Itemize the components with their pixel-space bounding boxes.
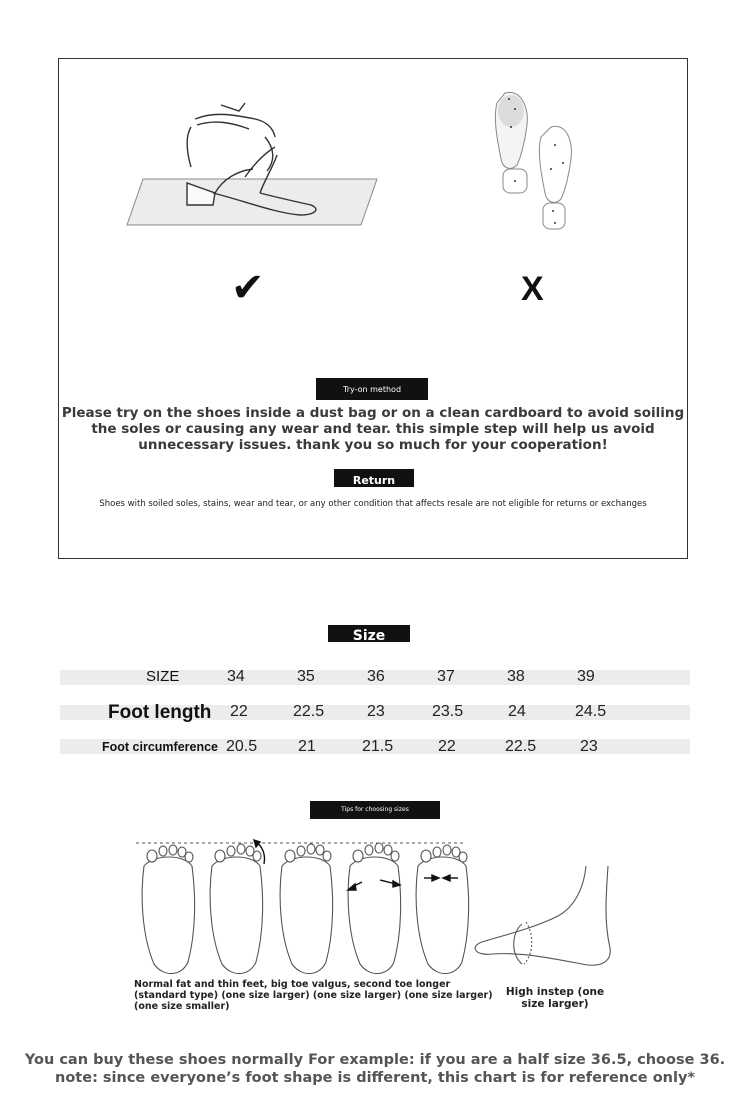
table-cell: 21.5 — [362, 738, 394, 755]
table-cell: 24 — [508, 703, 526, 720]
table-cell: 35 — [297, 668, 315, 685]
table-cell: 24.5 — [575, 703, 607, 720]
high-instep-caption: High instep (one size larger) — [505, 986, 605, 1010]
table-cell: 36 — [367, 668, 385, 685]
table-cell: 23 — [580, 738, 598, 755]
table-cell: 23.5 — [432, 703, 464, 720]
table-cell: 22 — [438, 738, 456, 755]
table-cell: 39 — [577, 668, 595, 685]
row-label-foot-circumference: Foot circumference — [102, 740, 219, 754]
feet-types-caption: Normal fat and thin feet, big toe valgus, second toe longer (standard type) (one size larger) (one size larger) (one size larger) (one size smaller) — [134, 979, 493, 1012]
size-advice-line-1: You can buy these shoes normally For example: if you are a half size 36.5, choose 36. — [24, 1052, 726, 1068]
table-cell: 37 — [437, 668, 455, 685]
table-cell: 22.5 — [505, 738, 537, 755]
table-cell: 34 — [227, 668, 245, 685]
tryon-instructions: Please try on the shoes inside a dust bag or on a clean cardboard to avoid soiling the soles or causing any wear and tear. this simple step will help us avoid unnecessary issues. thank you so much for your cooperation! — [61, 405, 685, 453]
table-cell: 22.5 — [293, 703, 325, 720]
wrong-cross-icon: X — [521, 270, 544, 308]
size-advice-note — [0, 1051, 750, 1087]
tryon-method-tag: Try-on method — [316, 378, 428, 400]
table-cell: 20.5 — [226, 738, 258, 755]
foot-types-illustration — [130, 836, 620, 981]
row-label-size: SIZE — [146, 668, 180, 685]
footprints-illustration — [487, 87, 587, 237]
table-cell: 23 — [367, 703, 385, 720]
size-advice-line-2: note: since everyone’s foot shape is different, this chart is for reference only* — [55, 1070, 695, 1086]
table-cell: 21 — [298, 738, 316, 755]
sandal-on-mat-illustration — [125, 97, 381, 227]
table-cell: 22 — [230, 703, 248, 720]
tips-tag: Tips for choosing sizes — [310, 801, 440, 819]
correct-check-icon: ✔ — [231, 265, 265, 311]
table-cell: 38 — [507, 668, 525, 685]
return-tag: Return — [334, 469, 414, 487]
tryon-panel — [58, 58, 688, 559]
size-tag: Size — [328, 625, 410, 642]
row-label-foot-length: Foot length — [108, 702, 212, 723]
return-policy: Shoes with soiled soles, stains, wear and tear, or any other condition that affects resale are not eligible for returns or exchanges — [99, 499, 647, 509]
